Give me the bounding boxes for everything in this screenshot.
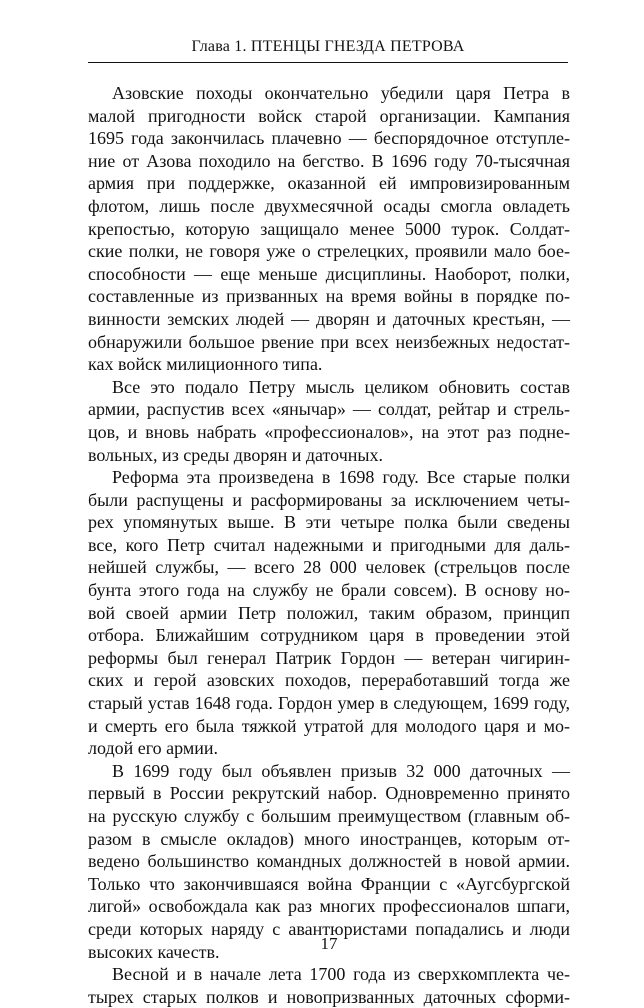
paragraph — [88, 466, 570, 760]
header-rule — [88, 62, 568, 63]
text-line: Все это подало Петру мысль целиком обновить состав — [112, 376, 570, 397]
text-line: лодой его армии. — [88, 738, 219, 759]
text-line: цов, и вновь набрать «профессионалов», на этот раз подне- — [88, 421, 570, 442]
text-line: и смерть его была тяжкой утратой для молодого царя и мо- — [88, 715, 570, 736]
text-line: малой пригодности войск старой организации. Кампания — [88, 105, 570, 126]
text-line: армия при поддержке, оказанной ей импровизированным — [88, 173, 570, 194]
text-line: составленные из призванных на время войны в порядке по- — [88, 286, 570, 307]
text-line: обнаружили большое рвение при всех неизбежных недостат- — [88, 331, 570, 352]
text-line: флотом, лишь после двухмесячной осады смогла овладеть — [88, 195, 570, 216]
paragraph — [88, 376, 570, 466]
text-line: лигой» освобождала как раз многих профессионалов шпаги, — [88, 896, 570, 917]
text-line: среди которых наряду с авантюристами попадались и люди — [88, 918, 570, 939]
text-line: крепостью, которую защищало менее 5000 турок. Солдат- — [88, 218, 570, 239]
page-number: 17 — [320, 934, 338, 953]
paragraph — [88, 963, 570, 1008]
text-line: ские полки, не говоря уже о стрелецких, проявили мало бое- — [88, 241, 570, 262]
paragraph — [88, 760, 570, 963]
text-line: способности — еще меньше дисциплины. Наоборот, полки, — [88, 263, 570, 284]
body-text — [88, 82, 570, 1008]
text-line: В 1699 году был объявлен призыв 32 000 даточных — — [112, 760, 570, 781]
text-line: вой своей армии Петр положил, таким образом, принцип — [88, 602, 570, 623]
text-line: тырех старых полков и новопризванных даточных сформи- — [88, 986, 570, 1007]
text-line: рех упомянутых выше. В эти четыре полка были сведены — [88, 512, 570, 533]
text-line: ских и герой азовских походов, переработавший тогда же — [88, 670, 570, 691]
text-line: разом в смысле окладов) много иностранцев, которым от- — [88, 828, 570, 849]
text-line: винности земских людей — дворян и даточных крестьян, — — [88, 308, 570, 329]
text-line: отбора. Ближайшим сотрудником царя в проведении этой — [88, 625, 570, 646]
text-line: Реформа эта произведена в 1698 году. Все старые полки — [112, 467, 570, 488]
text-line: старый устав 1648 года. Гордон умер в следующем, 1699 году, — [88, 693, 570, 714]
text-line: ние от Азова походило на бегство. В 1696 году 70-тысячная — [88, 150, 570, 171]
text-line: ведено большинство командных должностей в новой армии. — [88, 851, 570, 872]
text-line: нейшей службы, — всего 28 000 человек (стрельцов после — [88, 557, 570, 578]
text-line: Весной и в начале лета 1700 года из сверхкомплекта че- — [112, 964, 570, 985]
text-line: Азовские походы окончательно убедили царя Петра в — [112, 83, 570, 103]
text-line: на русскую службу с большим преимуществом (главным об- — [88, 806, 570, 826]
running-title: Глава 1. ПТЕНЦЫ ГНЕЗДА ПЕТРОВА — [191, 38, 465, 55]
text-line: первый в России рекрутский набор. Одновременно принято — [88, 783, 570, 804]
paragraph — [88, 82, 570, 376]
text-line: вольных, из среды дворян и даточных. — [88, 444, 383, 465]
text-line: бунта этого года на службу не брали совсем). В основу но- — [88, 580, 570, 601]
text-line: армии, распустив всех «янычар» — солдат, рейтар и стрель- — [88, 399, 570, 420]
text-line: Только что закончившаяся война Франции с «Аугсбургской — [88, 873, 570, 894]
text-line: все, кого Петр считал надежными и пригодными для даль- — [88, 534, 570, 555]
text-line: высоких качеств. — [88, 941, 220, 962]
text-line: были распущены и расформированы за исключением четы- — [88, 489, 570, 510]
text-line: ках войск милиционного типа. — [88, 354, 323, 375]
text-line: реформы был генерал Патрик Гордон — ветеран чигирин- — [88, 647, 570, 668]
text-line: 1695 года закончилась плачевно — беспорядочное отступле- — [88, 128, 570, 149]
